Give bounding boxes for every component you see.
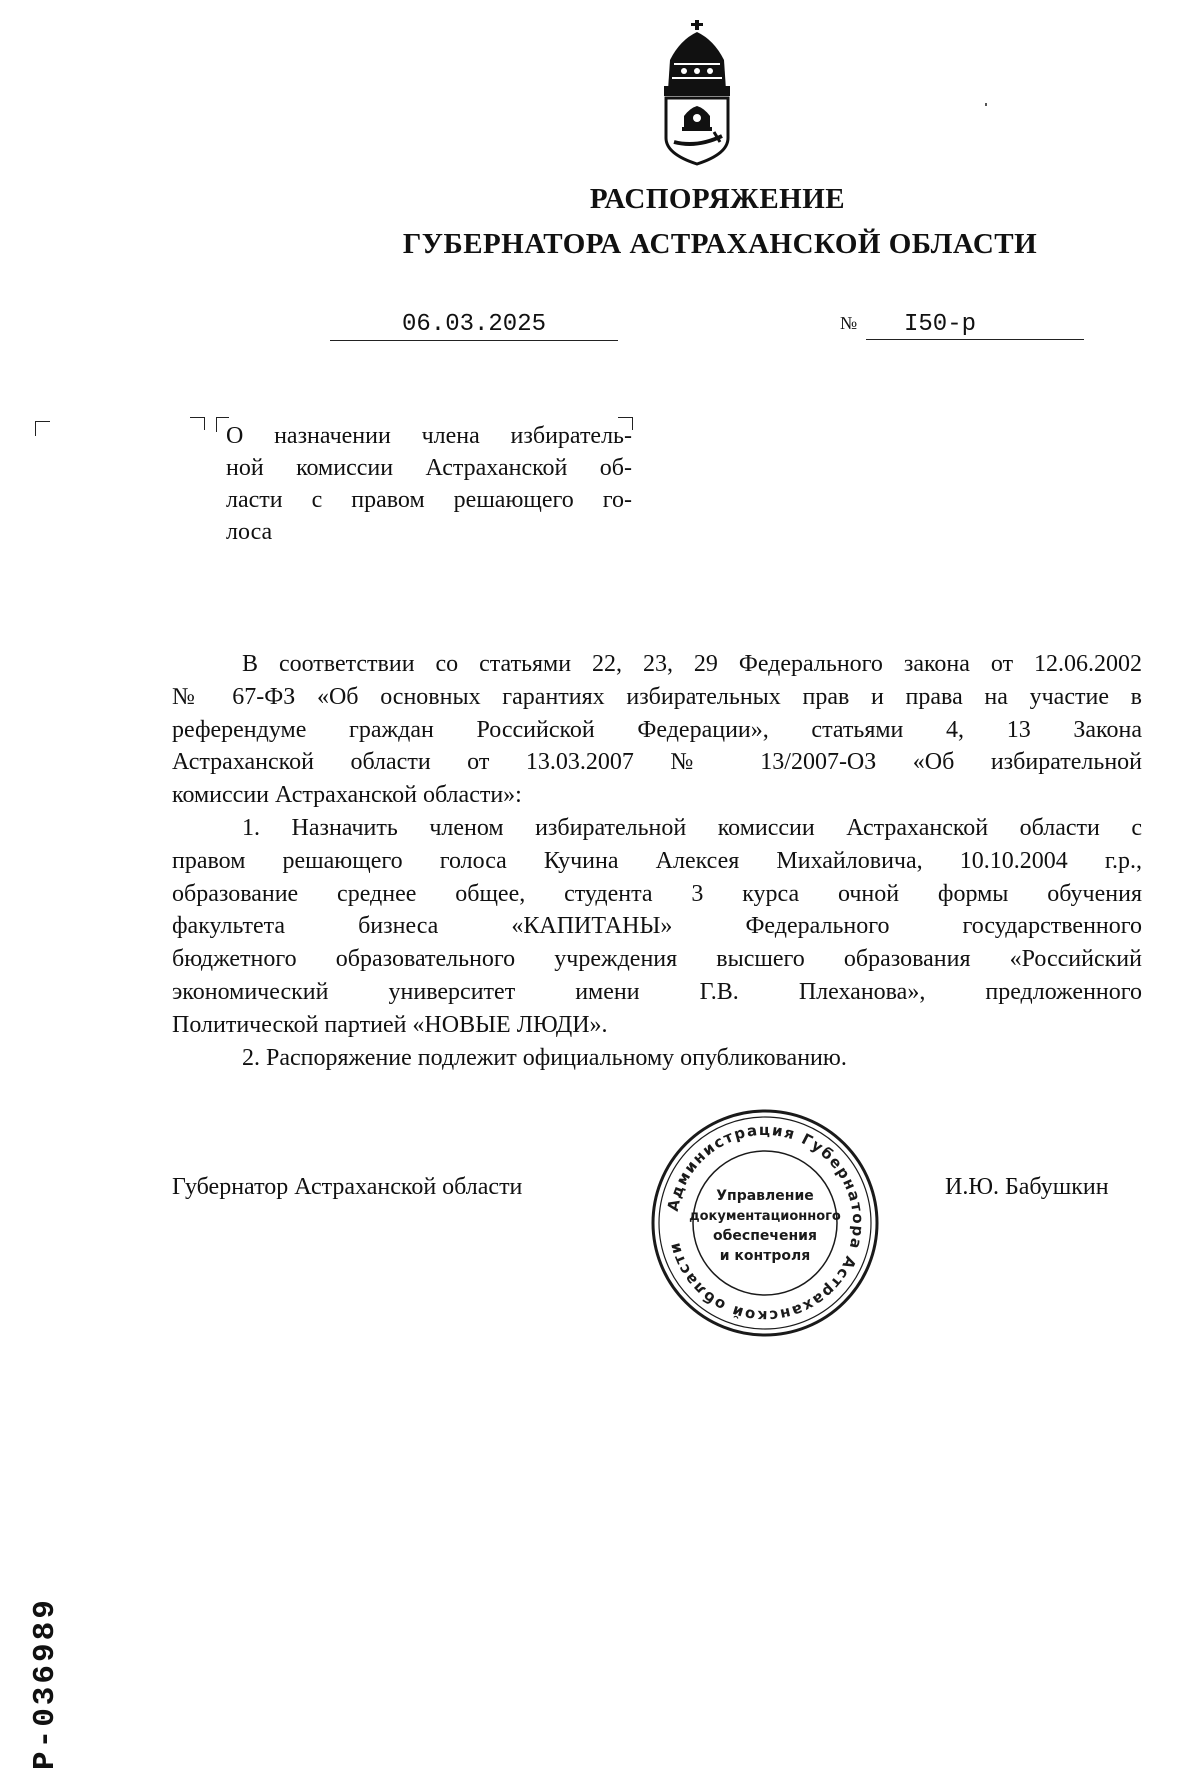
stamp-outer-text: Администрация Губернатора Астраханской области [663,1120,868,1326]
body-line: комиссии Астраханской области»: [172,782,522,809]
subject-line: О назначении члена избиратель- [226,423,632,449]
body-line: Астраханской области от 13.03.2007 № 13/2007-ОЗ «Об избирательной [172,749,1142,776]
body-line: образование среднее общее, студента 3 курса очной формы обучения [172,880,1142,907]
stamp-inner-line: Управление [716,1188,814,1204]
document-body [172,648,1142,1074]
item-1-paragraph [172,812,1142,1042]
document-type-title: РАСПОРЯЖЕНИЕ [589,183,846,215]
body-line: Политической партией «НОВЫЕ ЛЮДИ». [172,1011,608,1038]
body-line: В соответствии со статьями 22, 23, 29 Федерального закона от 12.06.2002 [242,651,1142,677]
document-subject [226,420,632,548]
subject-line: ной комиссии Астраханской об- [226,455,632,481]
body-line: 1. Назначить членом избирательной комиссии Астраханской области с [242,814,1142,841]
preamble-paragraph [172,648,1142,812]
subject-line: лоса [226,519,273,545]
stamp-inner-line: обеспечения [713,1228,817,1244]
body-line: № 67-ФЗ «Об основных гарантиях избирательных прав и права на участие в [172,683,1142,710]
signer-position: Губернатор Астраханской области [172,1174,523,1200]
signer-name: И.Ю. Бабушкин [945,1174,1109,1200]
body-line: правом решающего голоса Кучина Алексея Михайловича, 10.10.2004 г.р., [172,847,1142,874]
subject-corner-mark [190,417,205,430]
body-line: экономический университет имени Г.В. Плеханова», предложенного [172,978,1142,1005]
body-line: бюджетного образовательного учреждения высшего образования «Российский [172,946,1142,973]
official-stamp [650,1108,880,1338]
body-line: факультета бизнеса «КАПИТАНЫ» Федерального государственного [172,913,1142,940]
registration-number: Р-036989 [28,1597,63,1770]
coat-of-arms-emblem [660,20,734,166]
document-date: 06.03.2025 [330,310,618,341]
number-label: № [840,313,858,333]
stamp-inner-line: документационного [689,1209,841,1224]
body-line: референдуме граждан Российской Федерации», статьями 4, 13 Закона [172,716,1142,743]
document-number: I50-р [866,310,1084,340]
body-line: 2. Распоряжение подлежит официальному опубликованию. [242,1044,847,1071]
issuer-title: ГУБЕРНАТОРА АСТРАХАНСКОЙ ОБЛАСТИ [402,228,1038,260]
scan-speck [985,103,987,106]
item-2-paragraph [172,1042,1142,1075]
stamp-inner-line: и контроля [719,1248,811,1264]
subject-line: ласти с правом решающего го- [226,487,632,513]
address-corner-mark [35,421,50,436]
